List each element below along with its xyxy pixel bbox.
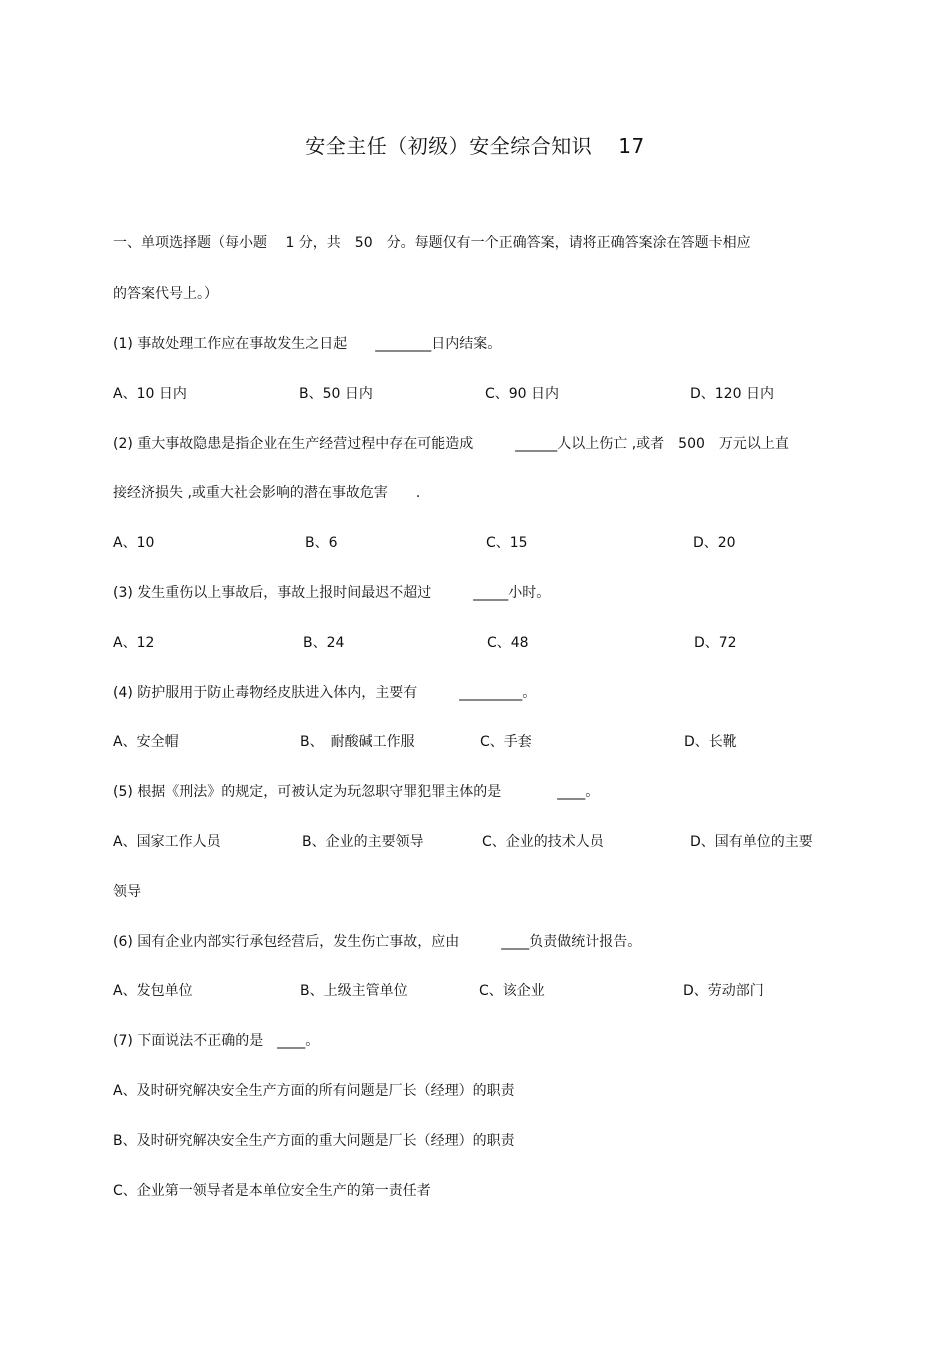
option-d: D、120 日内 <box>690 386 774 402</box>
option-c: C、手套 <box>480 734 532 750</box>
question-7-option-a: A、及时研究解决安全生产方面的所有问题是厂长（经理）的职责 <box>113 1083 515 1099</box>
question-2-options <box>113 532 873 552</box>
option-d: D、72 <box>694 635 737 651</box>
section-instructions-line1: 一、单项选择题（每小题 1 分，共 50 分。每题仅有一个正确答案，请将正确答案涂在答题卡相应 <box>113 235 751 251</box>
question-4-options <box>113 731 873 751</box>
option-c: C、90 日内 <box>485 386 560 402</box>
question-5: (5) 根据《刑法》的规定，可被认定为玩忽职守罪犯罪主体的是 ____。 <box>113 784 600 800</box>
option-a: A、发包单位 <box>113 983 193 999</box>
question-3: (3) 发生重伤以上事故后，事故上报时间最迟不超过 _____小时。 <box>113 585 551 601</box>
question-7: (7) 下面说法不正确的是 ____。 <box>113 1033 320 1049</box>
section-instructions-line2: 的答案代号上。） <box>113 286 218 302</box>
option-b: B、 耐酸碱工作服 <box>300 734 415 750</box>
option-b: B、24 <box>303 635 345 651</box>
option-b: B、上级主管单位 <box>300 983 408 999</box>
question-6-options <box>113 980 873 1000</box>
option-d: D、20 <box>693 535 736 551</box>
question-4: (4) 防护服用于防止毒物经皮肤进入体内，主要有 _________。 <box>113 685 537 701</box>
question-3-options <box>113 632 873 652</box>
option-c: C、该企业 <box>479 983 545 999</box>
question-7-option-c: C、企业第一领导者是本单位安全生产的第一责任者 <box>113 1183 431 1199</box>
title-number: 17 <box>618 134 645 158</box>
option-a: A、10 日内 <box>113 386 187 402</box>
option-a: A、12 <box>113 635 155 651</box>
option-d: D、长靴 <box>684 734 737 750</box>
question-2-line2: 接经济损失 ,或重大社会影响的潜在事故危害 . <box>113 485 421 501</box>
question-1: (1) 事故处理工作应在事故发生之日起 ________日内结案。 <box>113 336 502 352</box>
option-a: A、10 <box>113 535 155 551</box>
option-c: C、企业的技术人员 <box>482 834 604 850</box>
question-2: (2) 重大事故隐患是指企业在生产经营过程中存在可能造成 ______人以上伤亡 ,或者 500 万元以上直 <box>113 436 789 452</box>
question-6: (6) 国有企业内部实行承包经营后，发生伤亡事故，应由 ____负责做统计报告。 <box>113 934 642 950</box>
question-1-options <box>113 383 873 403</box>
option-b: B、6 <box>305 535 338 551</box>
option-d: D、劳动部门 <box>683 983 764 999</box>
title-text: 安全主任（初级）安全综合知识 <box>305 134 593 158</box>
option-b: B、50 日内 <box>299 386 373 402</box>
question-5-options <box>113 831 873 851</box>
option-c: C、15 <box>486 535 528 551</box>
document-title <box>0 130 950 159</box>
option-c: C、48 <box>487 635 529 651</box>
question-5-option-d-continuation: 领导 <box>113 884 141 900</box>
option-d: D、国有单位的主要 <box>690 834 813 850</box>
option-a: A、国家工作人员 <box>113 834 221 850</box>
option-a: A、安全帽 <box>113 734 179 750</box>
question-7-option-b: B、及时研究解决安全生产方面的重大问题是厂长（经理）的职责 <box>113 1133 515 1149</box>
option-b: B、企业的主要领导 <box>302 834 424 850</box>
